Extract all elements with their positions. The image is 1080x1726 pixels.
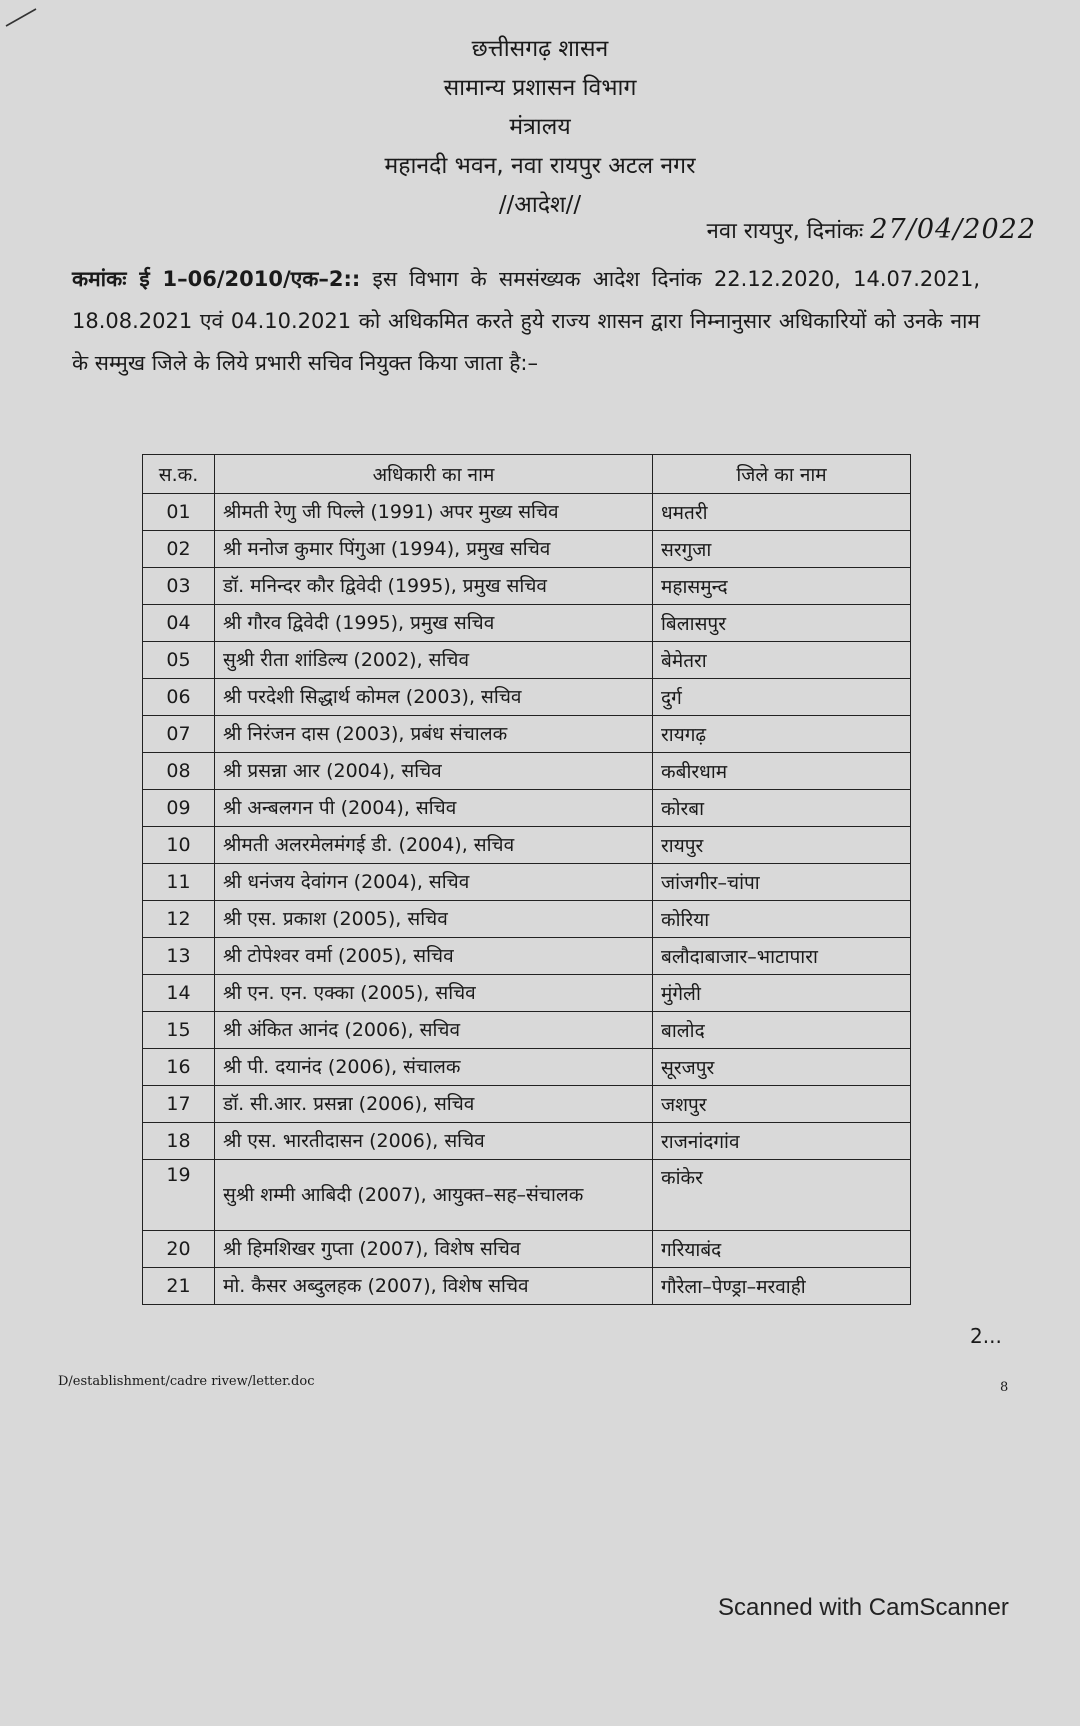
district-cell: सूरजपुर [653,1049,911,1086]
serial-cell: 11 [143,864,215,901]
officer-name-cell: श्री अन्बलगन पी (2004), सचिव [215,790,653,827]
officer-name-cell: श्री एस. भारतीदासन (2006), सचिव [215,1123,653,1160]
officer-name-cell: श्री गौरव द्विवेदी (1995), प्रमुख सचिव [215,605,653,642]
serial-cell: 03 [143,568,215,605]
district-cell: बलौदाबाजार–भाटापारा [653,938,911,975]
table-row [143,494,911,531]
officer-name-cell: श्री धनंजय देवांगन (2004), सचिव [215,864,653,901]
district-cell: रायगढ़ [653,716,911,753]
district-cell: दुर्ग [653,679,911,716]
header-ministry: मंत्रालय [509,114,571,140]
table-row [143,1086,911,1123]
officer-name-cell: श्री मनोज कुमार पिंगुआ (1994), प्रमुख सचिव [215,531,653,568]
district-cell: कोरिया [653,901,911,938]
serial-cell: 13 [143,938,215,975]
serial-cell: 05 [143,642,215,679]
district-cell: जांजगीर–चांपा [653,864,911,901]
header-officer-name: अधिकारी का नाम [215,455,653,494]
officer-name-cell: श्री हिमशिखर गुप्ता (2007), विशेष सचिव [215,1231,653,1268]
serial-cell: 14 [143,975,215,1012]
header-order-title: //आदेश// [498,192,582,218]
district-cell: कोरबा [653,790,911,827]
officer-name-cell: श्री निरंजन दास (2003), प्रबंध संचालक [215,716,653,753]
table-row [143,864,911,901]
district-cell: मुंगेली [653,975,911,1012]
officer-name-cell: श्रीमती रेणु जी पिल्ले (1991) अपर मुख्य सचिव [215,494,653,531]
district-cell: बेमेतरा [653,642,911,679]
table-header-row [143,455,911,494]
date-line [707,214,1036,245]
serial-cell: 10 [143,827,215,864]
district-cell: गौरेला–पेण्ड्रा–मरवाही [653,1268,911,1305]
date-label: नवा रायपुर, दिनांकः [706,219,864,244]
header-district: जिले का नाम [653,455,911,494]
serial-cell: 06 [143,679,215,716]
serial-cell: 17 [143,1086,215,1123]
serial-cell: 08 [143,753,215,790]
table-row [143,938,911,975]
officer-name-cell: श्री एन. एन. एक्का (2005), सचिव [215,975,653,1012]
pen-mark-icon [4,6,40,28]
officer-name-cell: श्री प्रसन्ना आर (2004), सचिव [215,753,653,790]
district-cell: बालोद [653,1012,911,1049]
serial-cell: 18 [143,1123,215,1160]
district-cell: सरगुजा [653,531,911,568]
serial-cell: 04 [143,605,215,642]
table-row [143,827,911,864]
district-cell: महासमुन्द [653,568,911,605]
officer-name-cell: श्री परदेशी सिद्धार्थ कोमल (2003), सचिव [215,679,653,716]
table-row [143,642,911,679]
footer-file-path: D/establishment/cadre rivew/letter.doc [58,1374,315,1389]
district-cell: राजनांदगांव [653,1123,911,1160]
scanner-watermark: Scanned with CamScanner [718,1594,1009,1621]
officer-name-cell: डॉ. मनिन्दर कौर द्विवेदी (1995), प्रमुख सचिव [215,568,653,605]
serial-cell: 20 [143,1231,215,1268]
table-row [143,1012,911,1049]
serial-cell: 12 [143,901,215,938]
district-cell: जशपुर [653,1086,911,1123]
serial-cell: 02 [143,531,215,568]
serial-cell: 21 [143,1268,215,1305]
table-row [143,1160,911,1231]
officer-name-cell: श्री टोपेश्वर वर्मा (2005), सचिव [215,938,653,975]
order-reference: कमांकः ई 1–06/2010/एक–2:: [72,267,361,291]
footer-number: 8 [1000,1380,1009,1395]
district-cell: कांकेर [653,1160,911,1231]
officer-name-cell: श्री एस. प्रकाश (2005), सचिव [215,901,653,938]
header-department: सामान्य प्रशासन विभाग [443,75,637,101]
table-row [143,568,911,605]
table-row [143,679,911,716]
header-state: छत्तीसगढ़ शासन [471,36,609,62]
table-row [143,975,911,1012]
letterhead [0,30,1080,225]
officer-name-cell: मो. कैसर अब्दुलहक (2007), विशेष सचिव [215,1268,653,1305]
serial-cell: 19 [143,1160,215,1231]
officer-name-cell: सुश्री रीता शांडिल्य (2002), सचिव [215,642,653,679]
serial-cell: 07 [143,716,215,753]
order-paragraph [72,258,980,384]
officer-name-cell: श्रीमती अलरमेलमंगई डी. (2004), सचिव [215,827,653,864]
table-row [143,716,911,753]
table-row [143,1049,911,1086]
serial-cell: 01 [143,494,215,531]
district-cell: रायपुर [653,827,911,864]
table-row [143,1123,911,1160]
table-row [143,1268,911,1305]
table-row [143,901,911,938]
table-row [143,790,911,827]
district-cell: गरियाबंद [653,1231,911,1268]
district-cell: बिलासपुर [653,605,911,642]
handwritten-date: 27/04/2022 [870,214,1036,245]
serial-cell: 16 [143,1049,215,1086]
officer-name-cell: सुश्री शम्मी आबिदी (2007), आयुक्त–सह–संचालक [215,1160,653,1231]
officer-name-cell: श्री पी. दयानंद (2006), संचालक [215,1049,653,1086]
header-serial: स.क. [143,455,215,494]
officer-name-cell: श्री अंकित आनंद (2006), सचिव [215,1012,653,1049]
table-row [143,605,911,642]
officers-table [142,454,911,1305]
header-address: महानदी भवन, नवा रायपुर अटल नगर [384,153,696,179]
district-cell: कबीरधाम [653,753,911,790]
table-row [143,531,911,568]
order-body: इस विभाग के समसंख्यक आदेश दिनांक 22.12.2020, 14.07.2021, 18.08.2021 एवं 04.10.2021 को अधिकमित करते हुये राज्य शासन द्वारा निम्नानुसार अधिकारियों को उनके नाम के सम्मुख जिले के लिये प्रभारी सचिव नियुक्त किया जाता है:– [72,267,980,375]
table-row [143,753,911,790]
page-continue-marker: 2... [970,1324,1002,1348]
table-row [143,1231,911,1268]
district-cell: धमतरी [653,494,911,531]
serial-cell: 09 [143,790,215,827]
serial-cell: 15 [143,1012,215,1049]
officer-name-cell: डॉ. सी.आर. प्रसन्ना (2006), सचिव [215,1086,653,1123]
